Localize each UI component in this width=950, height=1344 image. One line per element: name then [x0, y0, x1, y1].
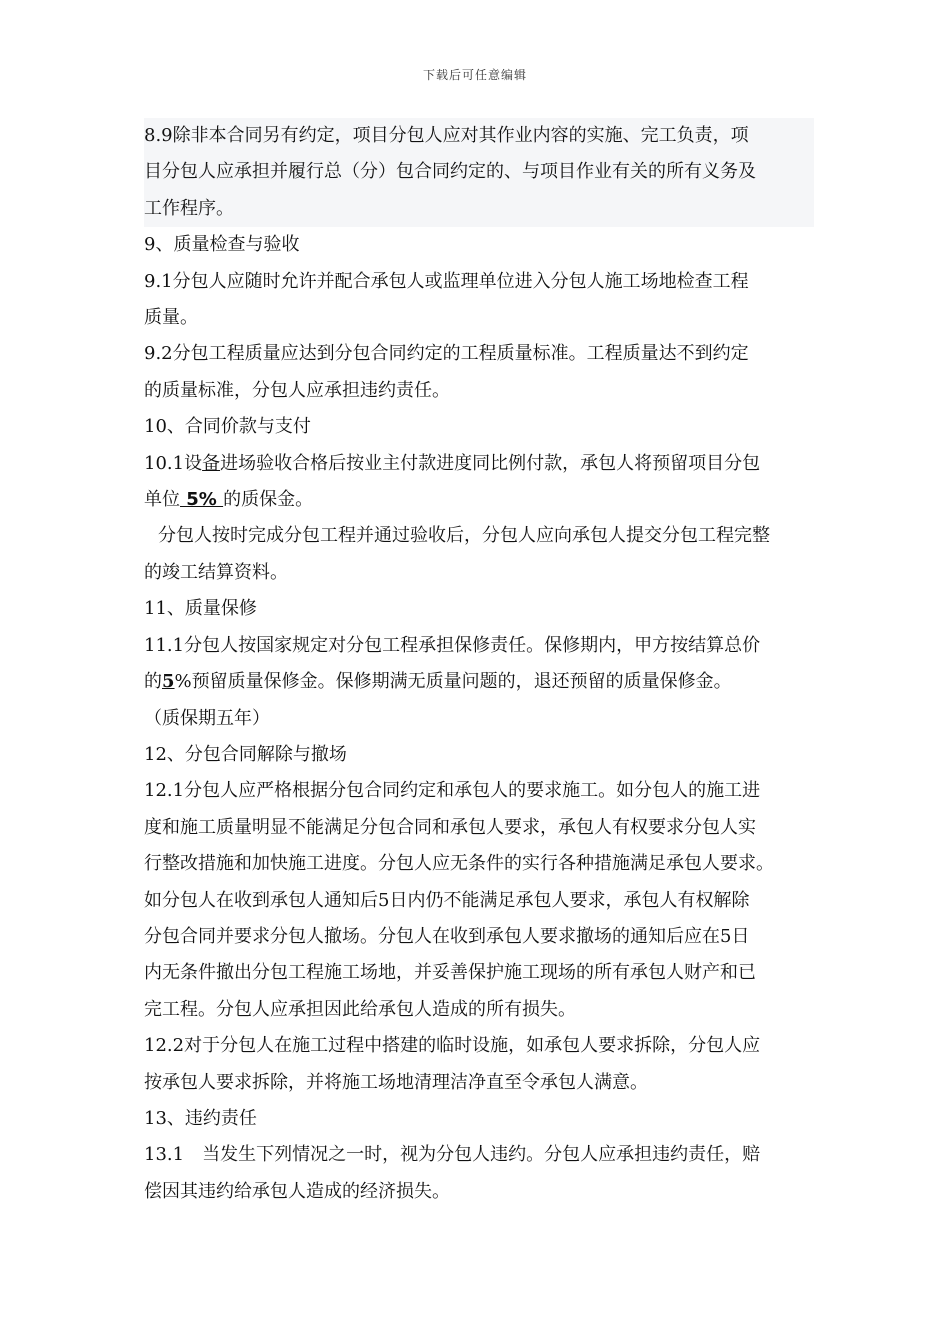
section-title-11: 11、质量保修 — [144, 598, 257, 620]
warranty-percent: 5 — [162, 671, 175, 693]
text-span: %预留质量保修金。保修期满无质量问题的，退还预留的质量保修金。 — [174, 671, 732, 693]
text-line — [144, 664, 808, 700]
section-title-9: 9、质量检查与验收 — [144, 234, 300, 256]
text-line: 度和施工质量明显不能满足分包合同和承包人要求，承包人有权要求分包人实 — [144, 816, 756, 838]
retention-percent: 5% — [180, 489, 224, 511]
text-line: 分包人按时完成分包工程并通过验收后，分包人应向承包人提交分包工程完整 — [158, 525, 770, 547]
header-note: 下载后可任意编辑 — [422, 68, 527, 82]
document-body — [144, 118, 808, 1210]
text-line: 的质量标准，分包人应承担违约责任。 — [144, 379, 450, 401]
text-line: （质保期五年） — [144, 707, 270, 729]
text-line: 按承包人要求拆除，并将施工场地清理洁净直至令承包人满意。 — [144, 1071, 648, 1093]
text-line: 偿因其违约给承包人造成的经济损失。 — [144, 1180, 450, 1202]
text-span: 单位 — [144, 489, 180, 511]
text-span: 10.1设 — [144, 452, 203, 474]
underlined-text: 备 — [202, 452, 221, 474]
text-line: 行整改措施和加快施工进度。分包人应无条件的实行各种措施满足承包人要求。 — [144, 853, 774, 875]
text-line: 8.9除非本合同另有约定，项目分包人应对其作业内容的实施、完工负责，项 — [144, 125, 749, 146]
text-line: 的竣工结算资料。 — [144, 561, 288, 583]
text-line: 9.1分包人应随时允许并配合承包人或监理单位进入分包人施工场地检查工程 — [144, 270, 749, 292]
text-line: 工作程序。 — [144, 197, 234, 219]
section-title-12: 12、分包合同解除与撤场 — [144, 743, 347, 765]
section-title-13: 13、违约责任 — [144, 1107, 257, 1129]
text-line: 完工程。分包人应承担因此给承包人造成的所有损失。 — [144, 998, 576, 1020]
clause-8-9 — [144, 118, 814, 227]
text-line — [144, 446, 808, 482]
text-line: 内无条件撤出分包工程施工场地，并妥善保护施工现场的所有承包人财产和已 — [144, 962, 756, 984]
text-line: 分包合同并要求分包人撤场。分包人在收到承包人要求撤场的通知后应在5日 — [144, 925, 750, 947]
text-line — [144, 482, 808, 518]
text-line: 如分包人在收到承包人通知后5日内仍不能满足承包人要求，承包人有权解除 — [144, 889, 750, 911]
text-line: 12.1分包人应严格根据分包合同约定和承包人的要求施工。如分包人的施工进 — [144, 780, 761, 802]
text-line: 9.2分包工程质量应达到分包合同约定的工程质量标准。工程质量达不到约定 — [144, 343, 749, 365]
section-title-10: 10、合同价款与支付 — [144, 416, 311, 438]
text-span: 的 — [144, 671, 162, 693]
text-line: 11.1分包人按国家规定对分包工程承担保修责任。保修期内，甲方按结算总价 — [144, 634, 761, 656]
text-span: 的质保金。 — [223, 489, 314, 511]
text-span: 进场验收合格后按业主付款进度同比例付款，承包人将预留项目分包 — [220, 452, 761, 474]
text-line: 目分包人应承担并履行总（分）包合同约定的、与项目作业有关的所有义务及 — [144, 161, 756, 183]
text-line: 12.2对于分包人在施工过程中搭建的临时设施，如承包人要求拆除，分包人应 — [144, 1035, 761, 1057]
text-line: 13.1 当发生下列情况之一时，视为分包人违约。分包人应承担违约责任，赔 — [144, 1144, 761, 1166]
text-line: 质量。 — [144, 307, 198, 329]
